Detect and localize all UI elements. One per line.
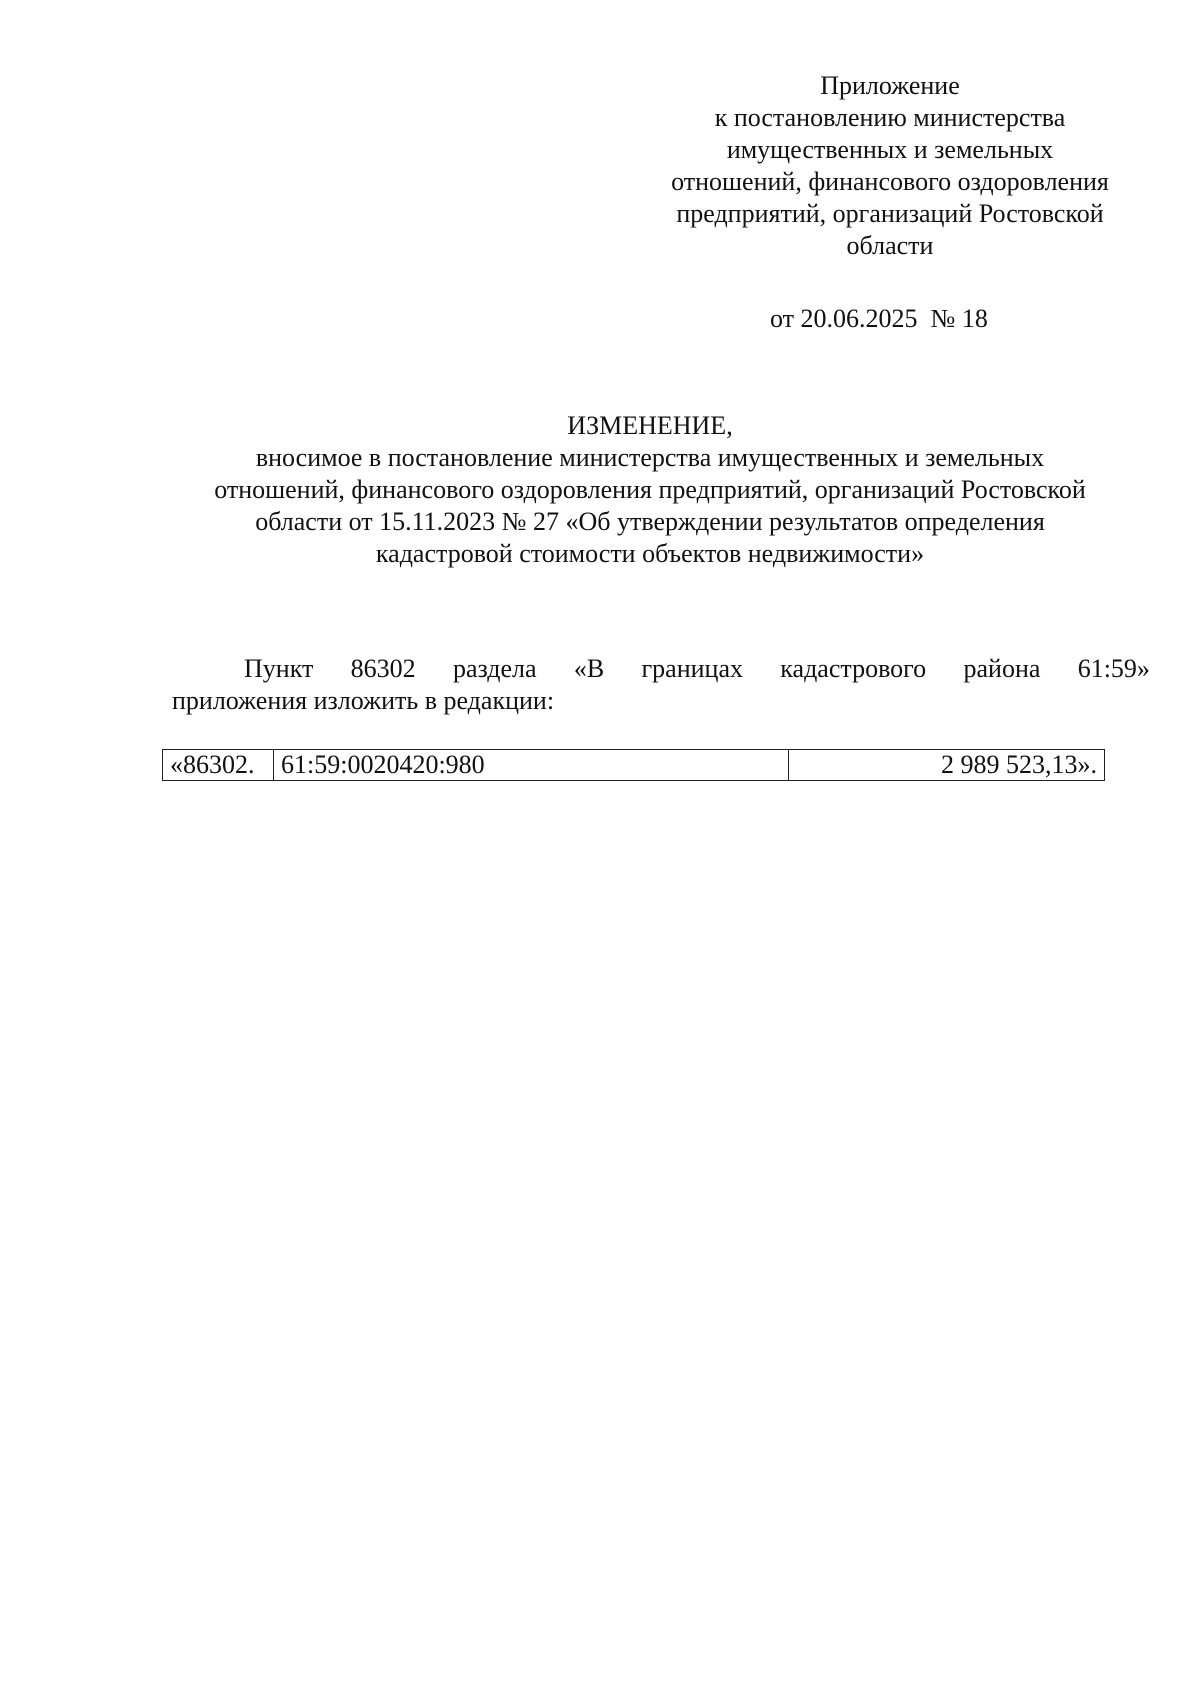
paragraph-word: 61:59» bbox=[1077, 654, 1150, 683]
appendix-header-line: предприятий, организаций Ростовской bbox=[676, 199, 1104, 228]
cadastral-number-cell: 61:59:0020420:980 bbox=[274, 750, 789, 781]
appendix-header-line: Приложение bbox=[820, 71, 960, 100]
title-line: отношений, финансового оздоровления предприятий, организаций Ростовской bbox=[214, 475, 1086, 504]
appendix-header-line: имущественных и земельных bbox=[726, 135, 1054, 164]
title-heading: ИЗМЕНЕНИЕ, bbox=[567, 411, 733, 440]
table-row bbox=[163, 750, 1105, 781]
document-title bbox=[150, 410, 1150, 570]
paragraph-word: района bbox=[963, 654, 1041, 683]
resolution-date-number: от 20.06.2025 № 18 bbox=[770, 304, 988, 333]
body-paragraph bbox=[172, 653, 1150, 717]
paragraph-second-line: приложения изложить в редакции: bbox=[172, 686, 555, 715]
paragraph-first-line bbox=[172, 653, 1150, 685]
item-number-cell: «86302. bbox=[163, 750, 274, 781]
title-line: вносимое в постановление министерства имущественных и земельных bbox=[255, 443, 1045, 472]
paragraph-word: раздела bbox=[452, 654, 537, 683]
appendix-header bbox=[640, 70, 1140, 262]
paragraph-word: кадастрового bbox=[780, 654, 927, 683]
cadastral-value-table bbox=[162, 749, 1105, 781]
appendix-header-line: отношений, финансового оздоровления bbox=[671, 167, 1109, 196]
paragraph-word: «В bbox=[573, 654, 605, 683]
title-line: кадастровой стоимости объектов недвижимости» bbox=[375, 539, 925, 568]
appendix-header-line: к постановлению министерства bbox=[714, 103, 1066, 132]
appendix-header-line: области bbox=[846, 231, 934, 260]
paragraph-word: 86302 bbox=[350, 654, 416, 683]
title-line: области от 15.11.2023 № 27 «Об утверждении результатов определения bbox=[255, 507, 1045, 536]
paragraph-word: границах bbox=[641, 654, 743, 683]
paragraph-word: Пункт bbox=[244, 654, 314, 683]
cadastral-value-cell: 2 989 523,13». bbox=[789, 750, 1105, 781]
